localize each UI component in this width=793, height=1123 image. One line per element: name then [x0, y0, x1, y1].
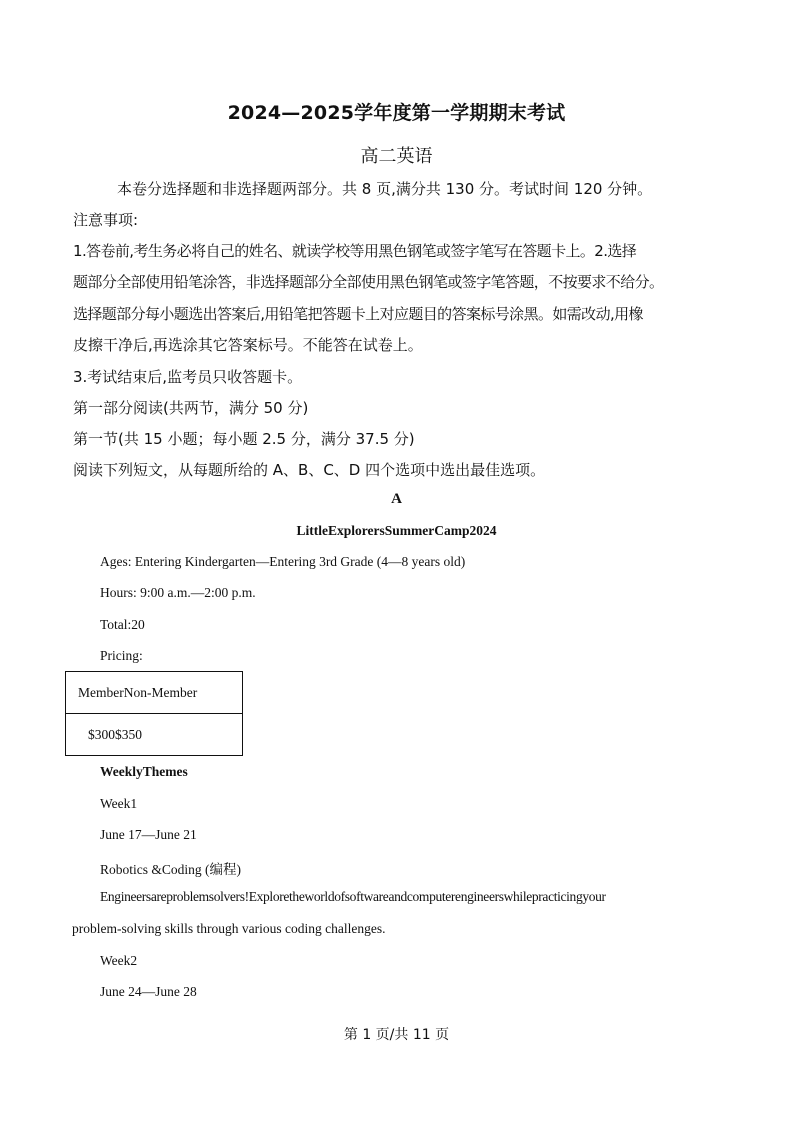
subject-title: 高二英语	[360, 146, 433, 167]
week1-dates: June 17—June 21	[100, 827, 197, 842]
passage-title: LittleExplorersSummerCamp2024	[296, 523, 497, 538]
camp-total: Total:20	[100, 617, 145, 632]
pricing-header-text: MemberNon-Member	[78, 684, 198, 700]
pricing-table	[65, 671, 243, 756]
weekly-themes-heading: WeeklyThemes	[100, 764, 188, 779]
note-line-2: 题部分全部使用铅笔涂答，非选择题部分全部使用黑色钢笔或签字笔答题，不按要求不给分。	[73, 273, 664, 291]
note-line-4: 皮擦干净后,再选涂其它答案标号。不能答在试卷上。	[73, 336, 423, 354]
note-line-3: 选择题部分每小题选出答案后,用铅笔把答题卡上对应题目的答案标号涂黑。如需改动,用橡	[73, 305, 643, 323]
week1-desc-line1: Engineersareproblemsolvers!Exploretheworldofsoftwareandcomputerengineerswhilepracticingyour	[100, 889, 606, 904]
exam-title: 2024—2025学年度第一学期期末考试	[227, 102, 566, 124]
part1-heading: 第一部分阅读(共两节，满分 50 分)	[73, 399, 309, 417]
note-line-1: 1.答卷前,考生务必将自己的姓名、就读学校等用黑色钢笔或签字笔写在答题卡上。2.选择	[73, 242, 637, 260]
pricing-cell	[66, 672, 243, 714]
camp-ages: Ages: Entering Kindergarten—Entering 3rd Grade (4—8 years old)	[100, 554, 466, 569]
pricing-value-text: $300$350	[88, 726, 142, 742]
reading-instruction: 阅读下列短文，从每题所给的 A、B、C、D 四个选项中选出最佳选项。	[73, 461, 546, 479]
week1-theme: Robotics &Coding (编程)	[100, 862, 241, 877]
pricing-label: Pricing:	[100, 648, 143, 663]
week2-dates: June 24—June 28	[100, 984, 197, 999]
notes-heading: 注意事项:	[73, 211, 139, 229]
week1-label: Week1	[100, 796, 138, 811]
exam-info: 本卷分选择题和非选择题两部分。共 8 页,满分共 130 分。考试时间 120 分钟。	[117, 180, 653, 198]
section1-heading: 第一节(共 15 小题；每小题 2.5 分，满分 37.5 分)	[73, 430, 415, 448]
pricing-value-row	[66, 714, 243, 756]
pricing-cell	[66, 714, 243, 756]
page-number: 第 1 页/共 11 页	[343, 1027, 450, 1043]
note-3: 3.考试结束后,监考员只收答题卡。	[73, 368, 303, 386]
passage-label: A	[391, 491, 402, 507]
pricing-header-row	[66, 672, 243, 714]
camp-hours: Hours: 9:00 a.m.—2:00 p.m.	[100, 585, 256, 600]
week1-desc-line2: problem-solving skills through various coding challenges.	[72, 921, 386, 936]
week2-label: Week2	[100, 953, 138, 968]
